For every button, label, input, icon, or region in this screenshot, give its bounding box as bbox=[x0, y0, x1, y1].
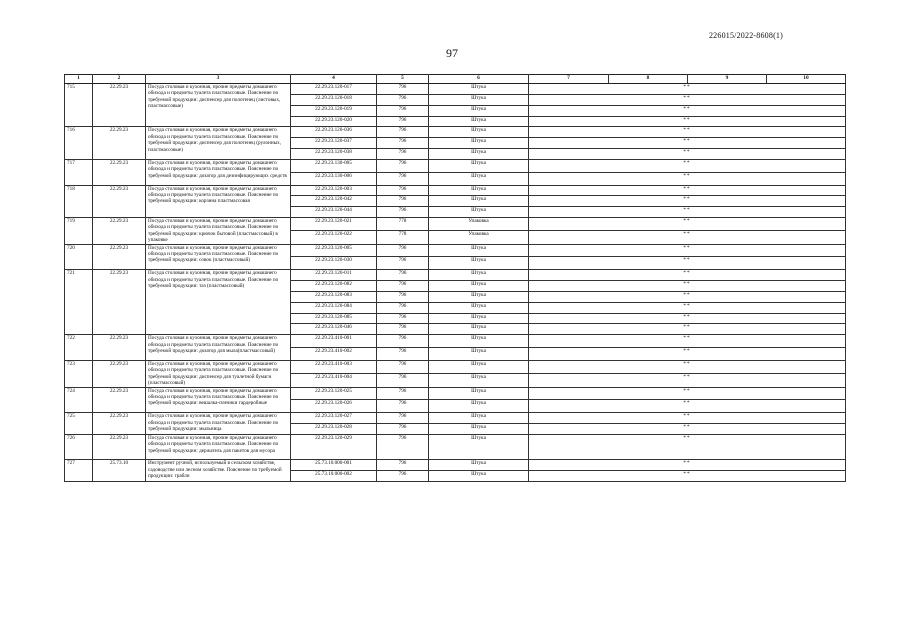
description-cell: Посуда столовая и кухонная, прочие предметы домашнего обихода и предметы туалета пластмассовые. Пояснение по требуемой продукции: диспенсер для полотенец (рулонных, пластмассовые) bbox=[146, 127, 291, 160]
ktru-code-cell: 22.29.23.120-084 bbox=[291, 302, 377, 313]
okpd2-code-cell: 22.29.23 bbox=[93, 335, 146, 361]
table-row bbox=[65, 360, 846, 373]
ktru-code-cell: 22.29.23.120-028 bbox=[291, 423, 377, 434]
unit-cell: Штука bbox=[429, 105, 529, 116]
ktru-code-cell: 22.29.23.120-083 bbox=[291, 291, 377, 302]
item-number-cell: 727 bbox=[65, 460, 93, 482]
column-header: 5 bbox=[377, 75, 429, 84]
ktru-code-cell: 22.29.23.120-022 bbox=[291, 231, 377, 244]
unit-cell: Упаковка bbox=[429, 231, 529, 244]
ktru-code-cell: 22.29.23.130-006 bbox=[291, 172, 377, 185]
okei-code-cell: 796 bbox=[377, 185, 429, 196]
okei-code-cell: 796 bbox=[377, 159, 429, 172]
description-cell: Инструмент ручной, используемый в сельском хозяйстве, садоводстве или лесном хозяйстве. Пояснение по требуемой продукции: грабли bbox=[146, 460, 291, 482]
table-row bbox=[65, 244, 846, 257]
ktru-code-cell: 22.29.23.120-082 bbox=[291, 281, 377, 292]
description-cell: Посуда столовая и кухонная, прочие предметы домашнего обихода и предметы туалета пластмассовые. Пояснение по требуемой продукции: диспенсер для полотенец (листовых, пластмассовые) bbox=[146, 84, 291, 127]
table-row bbox=[65, 218, 846, 231]
value-cell: ** bbox=[529, 313, 846, 324]
okpd2-code-cell: 22.29.23 bbox=[93, 127, 146, 160]
value-cell: ** bbox=[529, 423, 846, 434]
value-cell: ** bbox=[529, 460, 846, 471]
okei-code-cell: 796 bbox=[377, 324, 429, 335]
header-row bbox=[65, 75, 846, 84]
okpd2-code-cell: 22.29.23 bbox=[93, 185, 146, 218]
okei-code-cell: 796 bbox=[377, 127, 429, 138]
ktru-code-cell: 22.29.23.120-021 bbox=[291, 218, 377, 231]
column-header: 4 bbox=[291, 75, 377, 84]
unit-cell: Штука bbox=[429, 302, 529, 313]
unit-cell: Штука bbox=[429, 313, 529, 324]
okei-code-cell: 778 bbox=[377, 231, 429, 244]
value-cell: ** bbox=[529, 335, 846, 348]
table-row bbox=[65, 335, 846, 348]
ktru-code-cell: 22.29.23.120-038 bbox=[291, 149, 377, 160]
unit-cell: Штука bbox=[429, 84, 529, 95]
value-cell: ** bbox=[529, 302, 846, 313]
ktru-code-cell: 22.29.23.120-005 bbox=[291, 244, 377, 257]
ktru-code-cell: 22.29.23.120-036 bbox=[291, 127, 377, 138]
okei-code-cell: 796 bbox=[377, 400, 429, 413]
value-cell: ** bbox=[529, 159, 846, 172]
table-row bbox=[65, 127, 846, 138]
okei-code-cell: 796 bbox=[377, 291, 429, 302]
document-number: 226015/2022-8608(1) bbox=[708, 31, 783, 40]
column-header: 3 bbox=[146, 75, 291, 84]
value-cell: ** bbox=[529, 360, 846, 373]
column-header: 6 bbox=[429, 75, 529, 84]
okei-code-cell: 778 bbox=[377, 218, 429, 231]
ktru-code-cell: 22.29.23.120-019 bbox=[291, 105, 377, 116]
unit-cell: Штука bbox=[429, 159, 529, 172]
okei-code-cell: 796 bbox=[377, 374, 429, 387]
okei-code-cell: 796 bbox=[377, 413, 429, 424]
unit-cell: Штука bbox=[429, 324, 529, 335]
item-number-cell: 725 bbox=[65, 413, 93, 435]
ktru-code-cell: 22.29.23.130-005 bbox=[291, 159, 377, 172]
column-header: 10 bbox=[767, 75, 846, 84]
ktru-code-cell: 22.29.23.120-011 bbox=[291, 270, 377, 281]
table-row bbox=[65, 434, 846, 460]
item-number-cell: 720 bbox=[65, 244, 93, 270]
description-cell: Посуда столовая и кухонная, прочие предметы домашнего обихода и предметы туалета пластмассовые. Пояснение по требуемой продукции: дозатор для дезинфицирующих средств bbox=[146, 159, 291, 185]
unit-cell: Штука bbox=[429, 116, 529, 127]
okei-code-cell: 796 bbox=[377, 460, 429, 471]
unit-cell: Штука bbox=[429, 387, 529, 400]
value-cell: ** bbox=[529, 138, 846, 149]
description-cell: Посуда столовая и кухонная, прочие предметы домашнего обихода и предметы туалета пластмассовые. Пояснение по требуемой продукции: корзина пластмассовая bbox=[146, 185, 291, 218]
okpd2-code-cell: 22.29.23 bbox=[93, 413, 146, 435]
description-cell: Посуда столовая и кухонная, прочие предметы домашнего обихода и предметы туалета пластмассовые. Пояснение по требуемой продукции: мыльница bbox=[146, 413, 291, 435]
column-header: 1 bbox=[65, 75, 93, 84]
unit-cell: Штука bbox=[429, 196, 529, 207]
unit-cell: Штука bbox=[429, 434, 529, 460]
ktru-code-cell: 25.73.10.000-002 bbox=[291, 471, 377, 482]
unit-cell: Штука bbox=[429, 172, 529, 185]
okpd2-code-cell: 22.29.23 bbox=[93, 270, 146, 335]
okei-code-cell: 796 bbox=[377, 172, 429, 185]
ktru-code-cell: 22.29.23.120-017 bbox=[291, 84, 377, 95]
unit-cell: Штука bbox=[429, 270, 529, 281]
okei-code-cell: 796 bbox=[377, 313, 429, 324]
unit-cell: Штука bbox=[429, 471, 529, 482]
unit-cell: Упаковка bbox=[429, 218, 529, 231]
okpd2-code-cell: 22.29.23 bbox=[93, 159, 146, 185]
unit-cell: Штука bbox=[429, 460, 529, 471]
table-row bbox=[65, 84, 846, 95]
description-cell: Посуда столовая и кухонная, прочие предметы домашнего обихода и предметы туалета пластмассовые. Пояснение по требуемой продукции: крючок бытовой (пластмассовый) в упаковке bbox=[146, 218, 291, 245]
unit-cell: Штука bbox=[429, 281, 529, 292]
item-number-cell: 715 bbox=[65, 84, 93, 127]
ktru-code-cell: 22.29.23.120-046 bbox=[291, 324, 377, 335]
table-body bbox=[65, 75, 846, 482]
value-cell: ** bbox=[529, 270, 846, 281]
ktru-code-cell: 22.29.23.120-037 bbox=[291, 138, 377, 149]
okei-code-cell: 796 bbox=[377, 281, 429, 292]
value-cell: ** bbox=[529, 434, 846, 460]
okei-code-cell: 796 bbox=[377, 196, 429, 207]
ktru-code-cell: 22.29.23.120-018 bbox=[291, 94, 377, 105]
okpd2-code-cell: 25.73.10 bbox=[93, 460, 146, 482]
okei-code-cell: 796 bbox=[377, 423, 429, 434]
okei-code-cell: 796 bbox=[377, 270, 429, 281]
okei-code-cell: 796 bbox=[377, 94, 429, 105]
unit-cell: Штука bbox=[429, 207, 529, 218]
okpd2-code-cell: 22.29.23 bbox=[93, 387, 146, 413]
ktru-code-cell: 22.29.23.120-042 bbox=[291, 196, 377, 207]
okei-code-cell: 796 bbox=[377, 348, 429, 361]
description-cell: Посуда столовая и кухонная, прочие предметы домашнего обихода и предметы туалета пластмассовые. Пояснение по требуемой продукции: держатель для пакетов для мусора bbox=[146, 434, 291, 460]
ktru-code-cell: 22.29.23.120-003 bbox=[291, 185, 377, 196]
value-cell: ** bbox=[529, 413, 846, 424]
okpd2-code-cell: 22.29.23 bbox=[93, 218, 146, 245]
unit-cell: Штука bbox=[429, 291, 529, 302]
table-row bbox=[65, 387, 846, 400]
value-cell: ** bbox=[529, 257, 846, 270]
value-cell: ** bbox=[529, 185, 846, 196]
ktru-code-cell: 22.29.23.120-030 bbox=[291, 257, 377, 270]
ktru-code-cell: 22.29.23.120-027 bbox=[291, 413, 377, 424]
value-cell: ** bbox=[529, 196, 846, 207]
okei-code-cell: 796 bbox=[377, 434, 429, 460]
ktru-code-cell: 22.29.23.120-020 bbox=[291, 116, 377, 127]
value-cell: ** bbox=[529, 94, 846, 105]
unit-cell: Штука bbox=[429, 138, 529, 149]
ktru-code-cell: 22.29.23.120-029 bbox=[291, 434, 377, 460]
column-header: 8 bbox=[609, 75, 688, 84]
okei-code-cell: 796 bbox=[377, 335, 429, 348]
unit-cell: Штука bbox=[429, 257, 529, 270]
value-cell: ** bbox=[529, 218, 846, 231]
value-cell: ** bbox=[529, 231, 846, 244]
unit-cell: Штука bbox=[429, 185, 529, 196]
okei-code-cell: 796 bbox=[377, 105, 429, 116]
okei-code-cell: 796 bbox=[377, 257, 429, 270]
table-row bbox=[65, 270, 846, 281]
value-cell: ** bbox=[529, 281, 846, 292]
okei-code-cell: 796 bbox=[377, 84, 429, 95]
table-row bbox=[65, 460, 846, 471]
item-number-cell: 716 bbox=[65, 127, 93, 160]
description-cell: Посуда столовая и кухонная, прочие предметы домашнего обихода и предметы туалета пластмассовые. Пояснение по требуемой продукции: вешалка-плечики гардеробные bbox=[146, 387, 291, 413]
column-header: 7 bbox=[529, 75, 609, 84]
value-cell: ** bbox=[529, 471, 846, 482]
description-cell: Посуда столовая и кухонная, прочие предметы домашнего обихода и предметы туалета пластмассовые. Пояснение по требуемой продукции: таз (пластмассовый) bbox=[146, 270, 291, 335]
value-cell: ** bbox=[529, 116, 846, 127]
ktru-code-cell: 22.29.23.410-004 bbox=[291, 374, 377, 387]
okpd2-code-cell: 22.29.23 bbox=[93, 84, 146, 127]
item-number-cell: 724 bbox=[65, 387, 93, 413]
item-number-cell: 719 bbox=[65, 218, 93, 245]
column-header: 9 bbox=[688, 75, 767, 84]
unit-cell: Штука bbox=[429, 413, 529, 424]
unit-cell: Штука bbox=[429, 335, 529, 348]
unit-cell: Штука bbox=[429, 374, 529, 387]
value-cell: ** bbox=[529, 324, 846, 335]
column-header: 2 bbox=[93, 75, 146, 84]
item-number-cell: 726 bbox=[65, 434, 93, 460]
table-row bbox=[65, 159, 846, 172]
unit-cell: Штука bbox=[429, 360, 529, 373]
description-cell: Посуда столовая и кухонная, прочие предметы домашнего обихода и предметы туалета пластмассовые. Пояснение по требуемой продукции: совок (пластмассовый) bbox=[146, 244, 291, 270]
okpd2-code-cell: 22.29.23 bbox=[93, 360, 146, 387]
value-cell: ** bbox=[529, 127, 846, 138]
ktru-code-cell: 25.73.10.000-001 bbox=[291, 460, 377, 471]
okei-code-cell: 796 bbox=[377, 302, 429, 313]
unit-cell: Штука bbox=[429, 400, 529, 413]
ktru-code-cell: 22.29.23.410-003 bbox=[291, 360, 377, 373]
value-cell: ** bbox=[529, 207, 846, 218]
page-number: 97 bbox=[446, 46, 458, 60]
ktru-code-cell: 22.29.23.410-002 bbox=[291, 348, 377, 361]
okei-code-cell: 796 bbox=[377, 207, 429, 218]
value-cell: ** bbox=[529, 149, 846, 160]
unit-cell: Штука bbox=[429, 149, 529, 160]
ktru-code-cell: 22.29.23.120-025 bbox=[291, 387, 377, 400]
value-cell: ** bbox=[529, 244, 846, 257]
item-number-cell: 721 bbox=[65, 270, 93, 335]
value-cell: ** bbox=[529, 387, 846, 400]
ktru-code-cell: 22.29.23.120-044 bbox=[291, 207, 377, 218]
unit-cell: Штука bbox=[429, 94, 529, 105]
unit-cell: Штука bbox=[429, 423, 529, 434]
registry-table bbox=[64, 74, 846, 482]
value-cell: ** bbox=[529, 172, 846, 185]
okpd2-code-cell: 22.29.23 bbox=[93, 244, 146, 270]
value-cell: ** bbox=[529, 400, 846, 413]
okei-code-cell: 796 bbox=[377, 149, 429, 160]
value-cell: ** bbox=[529, 348, 846, 361]
value-cell: ** bbox=[529, 374, 846, 387]
okei-code-cell: 796 bbox=[377, 360, 429, 373]
item-number-cell: 723 bbox=[65, 360, 93, 387]
okei-code-cell: 796 bbox=[377, 387, 429, 400]
item-number-cell: 717 bbox=[65, 159, 93, 185]
okpd2-code-cell: 22.29.23 bbox=[93, 434, 146, 460]
unit-cell: Штука bbox=[429, 244, 529, 257]
okei-code-cell: 796 bbox=[377, 138, 429, 149]
ktru-code-cell: 22.29.23.120-026 bbox=[291, 400, 377, 413]
okei-code-cell: 796 bbox=[377, 471, 429, 482]
item-number-cell: 718 bbox=[65, 185, 93, 218]
table-row bbox=[65, 413, 846, 424]
description-cell: Посуда столовая и кухонная, прочие предметы домашнего обихода и предметы туалета пластмассовые. Пояснение по требуемой продукции: дозатор для мыла(пластмассовый) bbox=[146, 335, 291, 361]
value-cell: ** bbox=[529, 291, 846, 302]
ktru-code-cell: 22.29.23.120-085 bbox=[291, 313, 377, 324]
unit-cell: Штука bbox=[429, 127, 529, 138]
item-number-cell: 722 bbox=[65, 335, 93, 361]
ktru-code-cell: 22.29.23.410-001 bbox=[291, 335, 377, 348]
value-cell: ** bbox=[529, 84, 846, 95]
okei-code-cell: 796 bbox=[377, 244, 429, 257]
description-cell: Посуда столовая и кухонная, прочие предметы домашнего обихода и предметы туалета пластмассовые. Пояснение по требуемой продукции: диспенсер для туалетной бумаги (пластмассовый) bbox=[146, 360, 291, 387]
table-row bbox=[65, 185, 846, 196]
unit-cell: Штука bbox=[429, 348, 529, 361]
value-cell: ** bbox=[529, 105, 846, 116]
okei-code-cell: 796 bbox=[377, 116, 429, 127]
